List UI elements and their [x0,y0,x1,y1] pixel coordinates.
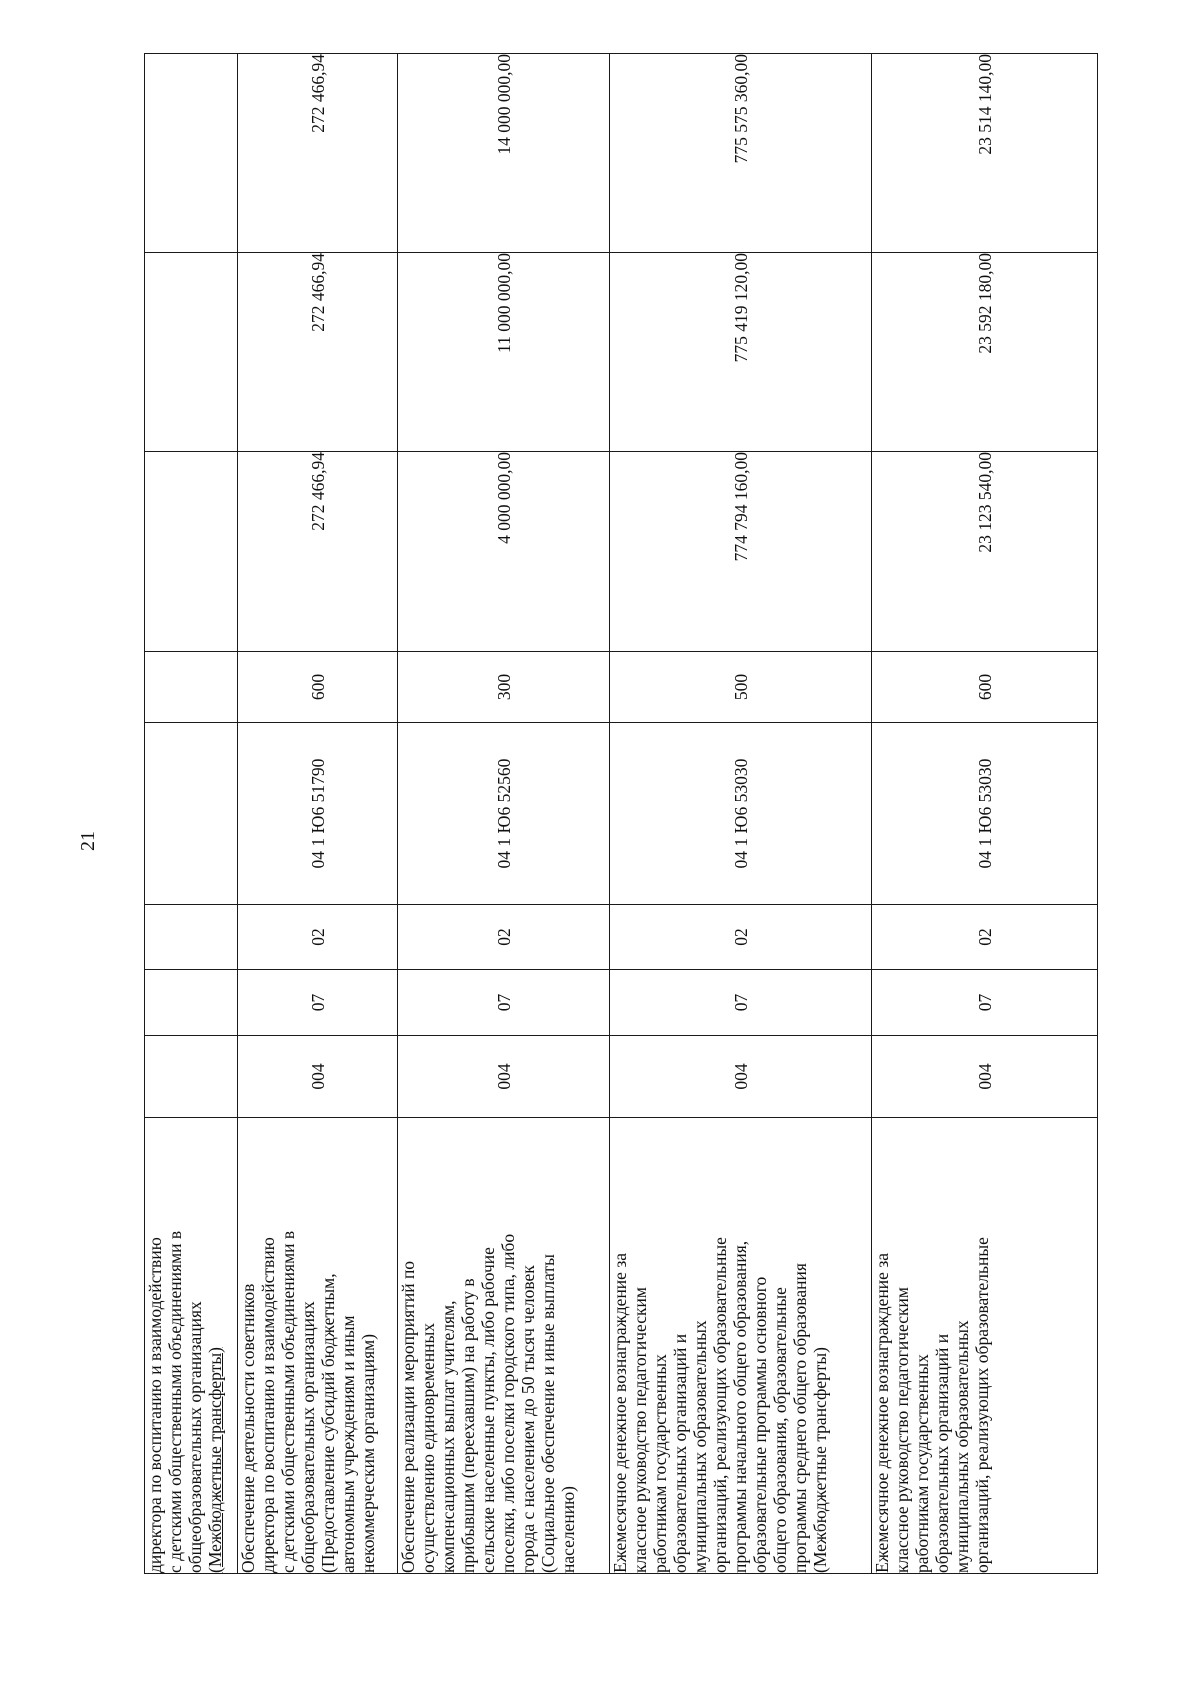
table-row [238,54,398,1574]
name-line: с детскими общественными объединениями в [278,1230,298,1573]
name-line: некоммерческим организациям) [358,1333,378,1573]
name-line: (Межбюджетные трансферты) [205,1347,225,1573]
target-item-cell: 04 1 Ю6 53030 [610,723,872,905]
table-row [610,54,872,1574]
name-line: образовательных организаций и [670,1333,690,1573]
name-line: организаций, реализующих образовательные [972,1237,992,1573]
row-name-cell [145,1118,238,1574]
name-line: (Межбюджетные трансферты) [810,1347,830,1573]
ministry-code-cell [145,1036,238,1118]
name-line: поселки, либо поселки городского типа, либо [498,1233,518,1573]
name-line: программы среднего общего образования [790,1263,810,1573]
target-item-cell [145,723,238,905]
name-line: директора по воспитанию и взаимодействию [258,1237,278,1573]
name-line: классное руководство педагогическим [630,1287,650,1573]
subsection-code-cell [145,905,238,970]
amount-cell-2: 11 000 000,00 [398,253,610,452]
name-line: организаций, реализующих образовательные [710,1237,730,1573]
amount-cell-3: 272 466,94 [238,54,398,253]
target-item-cell: 04 1 Ю6 52560 [398,723,610,905]
table-row [145,54,238,1574]
name-line: Ежемесячное денежное вознаграждение за [610,1253,630,1573]
name-line: общеобразовательных организациях [298,1301,318,1573]
subsection-code-cell: 02 [872,905,1098,970]
amount-cell-3: 23 514 140,00 [872,54,1098,253]
section-code-cell: 07 [872,970,1098,1036]
ministry-code-cell: 004 [238,1036,398,1118]
budget-table [144,53,1098,1574]
name-line: Обеспечение реализации мероприятий по [398,1260,418,1573]
table-row [398,54,610,1574]
name-line: компенсационных выплат учителям, [438,1300,458,1573]
rotated-table-container [144,54,1097,1574]
target-item-cell: 04 1 Ю6 53030 [872,723,1098,905]
subsection-code-cell: 02 [610,905,872,970]
target-item-cell: 04 1 Ю6 51790 [238,723,398,905]
name-line: (Социальное обеспечение и иные выплаты [538,1254,558,1573]
amount-cell-3 [145,54,238,253]
amount-cell-1: 4 000 000,00 [398,452,610,652]
expense-type-cell: 600 [238,652,398,723]
name-line: работникам государственных [650,1354,670,1573]
name-line: директора по воспитанию и взаимодействию [145,1237,165,1573]
ministry-code-cell: 004 [398,1036,610,1118]
page-number: 21 [77,831,99,851]
table-row [872,54,1098,1574]
amount-cell-1: 774 794 160,00 [610,452,872,652]
ministry-code-cell: 004 [610,1036,872,1118]
amount-cell-1: 272 466,94 [238,452,398,652]
subsection-code-cell: 02 [238,905,398,970]
section-code-cell: 07 [238,970,398,1036]
name-line: Обеспечение деятельности советников [238,1283,258,1573]
name-line: автономным учреждениям и иным [338,1315,358,1573]
name-line: классное руководство педагогическим [892,1287,912,1573]
row-name-cell [398,1118,610,1574]
name-line: прибывшим (переехавшим) на работу в [458,1278,478,1573]
name-line: программы начального общего образования, [730,1240,750,1573]
amount-cell-2: 775 419 120,00 [610,253,872,452]
amount-cell-3: 14 000 000,00 [398,54,610,253]
subsection-code-cell: 02 [398,905,610,970]
section-code-cell: 07 [398,970,610,1036]
expense-type-cell: 600 [872,652,1098,723]
amount-cell-3: 775 575 360,00 [610,54,872,253]
amount-cell-1 [145,452,238,652]
name-line: муниципальных образовательных [952,1320,972,1573]
expense-type-cell [145,652,238,723]
amount-cell-2 [145,253,238,452]
row-name-cell [872,1118,1098,1574]
amount-cell-1: 23 123 540,00 [872,452,1098,652]
row-name-cell [238,1118,398,1574]
name-line: сельские населенные пункты, либо рабочие [478,1247,498,1573]
name-line: (Предоставление субсидий бюджетным, [318,1273,338,1573]
name-line: населению) [558,1485,578,1573]
section-code-cell [145,970,238,1036]
section-code-cell: 07 [610,970,872,1036]
name-line: работникам государственных [912,1354,932,1573]
name-line: образовательных организаций и [932,1333,952,1573]
name-line: общеобразовательных организациях [185,1301,205,1573]
row-name-cell [610,1118,872,1574]
name-line: осуществлению единовременных [418,1322,438,1573]
amount-cell-2: 272 466,94 [238,253,398,452]
amount-cell-2: 23 592 180,00 [872,253,1098,452]
name-line: города с населением до 50 тысяч человек [518,1265,538,1573]
name-line: муниципальных образовательных [690,1320,710,1573]
expense-type-cell: 300 [398,652,610,723]
expense-type-cell: 500 [610,652,872,723]
name-line: образовательные программы основного [750,1276,770,1573]
name-line: общего образования, образовательные [770,1287,790,1573]
name-line: с детскими общественными объединениями в [165,1230,185,1573]
ministry-code-cell: 004 [872,1036,1098,1118]
name-line: Ежемесячное денежное вознаграждение за [872,1253,892,1573]
